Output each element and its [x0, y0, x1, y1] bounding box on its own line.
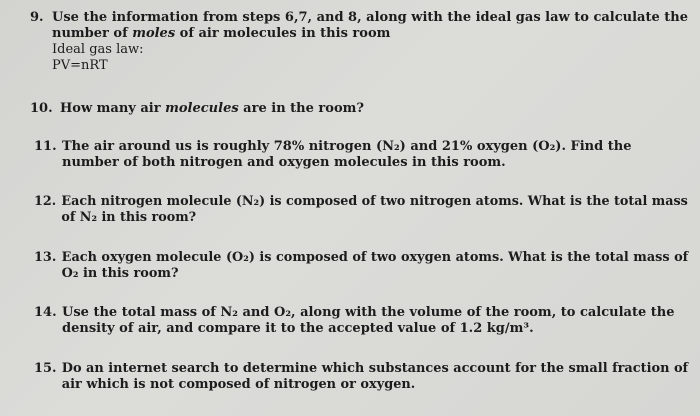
ideal-gas-law-label: Ideal gas law:	[52, 42, 144, 57]
question-11	[34, 139, 631, 171]
question-11-line-2: number of both nitrogen and oxygen molecules in this room.	[62, 155, 506, 170]
question-9-line-1	[30, 10, 688, 26]
question-12-line-2: of N₂ in this room?	[61, 210, 197, 225]
question-10-text-b: are in the room?	[238, 101, 364, 116]
question-13	[34, 250, 688, 282]
question-11-text-1: The air around us is roughly 78% nitrogen (N₂) and 21% oxygen (O₂). Find the	[62, 139, 632, 154]
question-14-text-1: Use the total mass of N₂ and O₂, along with the volume of the room, to calculate the	[62, 305, 675, 320]
question-11-line-1	[34, 139, 631, 155]
question-13-number: 13.	[34, 250, 57, 265]
question-12	[34, 194, 688, 226]
question-15-line-1	[34, 361, 688, 377]
question-12-number: 12.	[34, 194, 57, 209]
question-9-line-2	[30, 26, 688, 42]
question-15	[34, 361, 688, 393]
ideal-gas-law-equation: PV=nRT	[52, 58, 108, 73]
question-15-text-1: Do an internet search to determine which substances account for the small fraction of	[61, 361, 689, 376]
question-9-number: 9.	[30, 10, 44, 25]
question-10-text-emphasis: molecules	[165, 101, 239, 116]
question-11-number: 11.	[34, 139, 57, 154]
question-9-text-2a: number of	[52, 26, 133, 41]
question-12-line-1	[34, 194, 688, 210]
question-14-line-2: density of air, and compare it to the accepted value of 1.2 kg/m³.	[62, 321, 534, 336]
question-10	[30, 101, 364, 117]
question-15-number: 15.	[34, 361, 57, 376]
question-13-line-1	[34, 250, 688, 266]
question-13-line-2: O₂ in this room?	[61, 266, 179, 281]
question-9	[30, 10, 688, 74]
question-14-number: 14.	[34, 305, 57, 320]
question-14	[34, 305, 674, 337]
question-12-text-1: Each nitrogen molecule (N₂) is composed of two nitrogen atoms. What is the total mass	[61, 194, 688, 209]
question-13-text-1: Each oxygen molecule (O₂) is composed of two oxygen atoms. What is the total mass of	[61, 250, 689, 265]
question-9-text-2b: of air molecules in this room	[175, 26, 391, 41]
question-10-text-a: How many air	[60, 101, 166, 116]
question-9-text-1: Use the information from steps 6,7, and 8, along with the ideal gas law to calculate the	[52, 10, 688, 25]
ideal-gas-law-formula	[30, 58, 688, 74]
question-15-line-2: air which is not composed of nitrogen or oxygen.	[61, 377, 416, 392]
question-10-number: 10.	[30, 101, 53, 116]
question-9-text-2-emphasis: moles	[132, 26, 176, 41]
question-14-line-1	[34, 305, 674, 321]
